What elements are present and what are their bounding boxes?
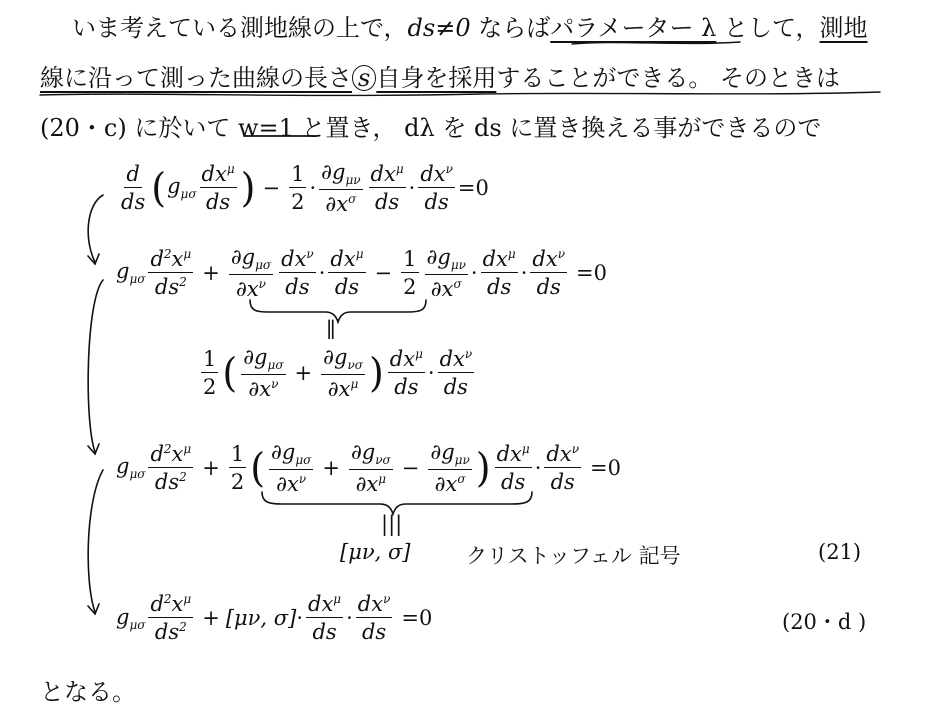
equation-3: $g_{\mu\sigma}$ $\frac{d^2x^\mu}{ds^2}$ + $\frac{1}{2}$ ( $\frac{\partial g_{\mu\sigma}}{\partial x^\nu}$ + $\frac{\partial g_{\nu\sigma}}{\partial x^\mu}$ − $\frac{\partial g_{\mu\nu}}{\partial x^\sigma}$ ) $\frac{dx^\mu}{ds}$ · $\frac{dx^\nu}{ds}$ =0 [116,440,621,496]
line2-text-b: 自身を採用 [376,64,497,92]
line1-parameter-lambda: パラメーター λ [550,14,717,42]
line2-text-a: 線に沿って測った曲線の長さ [40,64,352,92]
line2-circled-s: s [352,65,376,91]
equation-2: $g_{\mu\sigma}$ $\frac{d^2x^\mu}{ds^2}$ + $\frac{\partial g_{\mu\sigma}}{\partial x^\nu}$ $\frac{dx^\nu}{ds}$ · $\frac{dx^\mu}{ds}$ − $\frac{1}{2}$ $\frac{\partial g_{\mu\nu}}{\partial x^\sigma}$ · $\frac{dx^\mu}{ds}$ · $\frac{dx^\nu}{ds}$ =0 [116,245,607,301]
eq2-equals-zero: =0 [575,261,607,286]
equation-4: $g_{\mu\sigma}$ $\frac{d^2x^\mu}{ds^2}$ + [μν, σ] · $\frac{dx^\mu}{ds}$ · $\frac{dx^\nu}{ds}$ =0 [116,592,433,645]
equation-tag-21: (21) [818,540,862,564]
equivalence-sign: ||| [381,512,403,536]
eq4-bracket: [μν, σ] [225,606,297,631]
line1-text-c: として， [716,14,820,42]
line1-text-b: ならば [470,14,551,42]
eq3-equals-zero: =0 [589,456,621,481]
line1-text-d: 測地 [819,14,868,42]
line3-text: (20・c) に於いて w=1 と置き， dλ を ds に置き換える事ができるので [40,114,822,142]
line1-ds: ds≠0 [407,14,471,42]
underbrace-eq2 [250,300,426,322]
bracket-symbol: [μν, σ] [340,540,411,564]
eq4-equals-zero: =0 [401,606,433,631]
equation-1: $\frac{d}{ds}$ ( $g_{\mu\sigma}$ $\frac{dx^\mu}{ds}$ ) − $\frac{1}{2}$ · $\frac{\partial g_{\mu\nu}}{\partial x^\sigma}$ $\frac{dx^\mu}{ds}$ · $\frac{dx^\nu}{ds}$ =0 [121,160,489,216]
christoffel-symbol-label: クリストッフェル 記号 [466,544,681,568]
equation-tag-20d: (20・d ) [782,610,867,634]
line1-text-a: いま考えている測地線の上で， [72,14,408,42]
equation-intermediate: $\frac{1}{2}$ ( $\frac{\partial g_{\mu\sigma}}{\partial x^\nu}$ + $\frac{\partial g_{\nu\sigma}}{\partial x^\mu}$ ) $\frac{dx^\mu}{ds}$ · $\frac{dx^\nu}{ds}$ [203,345,473,401]
line2-text-c: することができる。 そのときは [496,64,840,92]
arrow-eq2-to-eq3 [88,280,103,452]
arrow-eq3-to-eq4 [88,470,103,612]
arrow-eq1-to-eq2 [88,195,103,262]
eq1-equals-zero: =0 [457,176,489,201]
frac-d-ds: $\frac{d}{ds}$ [121,161,146,215]
closing-text: となる。 [40,678,136,706]
underbrace-eq3 [262,492,532,514]
equality-sign-small: ∥ [326,318,336,342]
